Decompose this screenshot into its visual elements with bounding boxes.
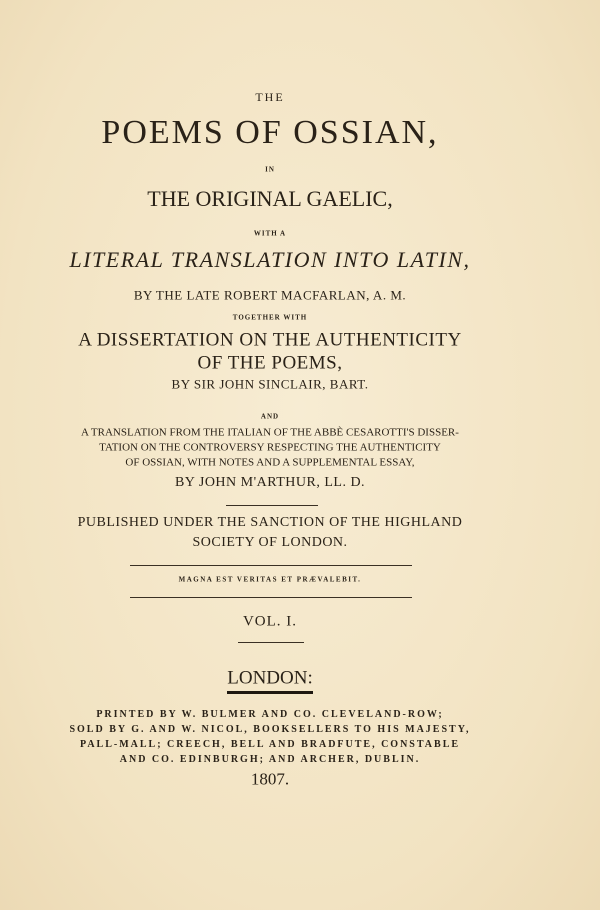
dissertation-line-1: A DISSERTATION ON THE AUTHENTICITY — [78, 329, 462, 351]
together-with-label: TOGETHER WITH — [232, 313, 308, 322]
divider — [226, 505, 318, 506]
and-label: AND — [260, 412, 280, 421]
divider — [130, 565, 412, 566]
by-macfarlan: BY THE LATE ROBERT MACFARLAN, A. M. — [133, 287, 407, 303]
dissertation-line-2: OF THE POEMS, — [197, 352, 343, 374]
literal-translation: LITERAL TRANSLATION INTO LATIN, — [69, 247, 471, 272]
double-rule — [227, 691, 313, 694]
imprint-line-1: PRINTED BY W. BULMER AND CO. CLEVELAND-ROW; — [96, 709, 444, 720]
imprint-line-4: AND CO. EDINBURGH; AND ARCHER, DUBLIN. — [119, 754, 421, 765]
with-a-label: WITH A — [253, 229, 287, 238]
cesarotti-line-2: TATION ON THE CONTROVERSY RESPECTING THE AUTHENTICITY — [99, 441, 441, 454]
imprint-line-3: PALL-MALL; CREECH, BELL AND BRADFUTE, CONSTABLE — [79, 739, 461, 750]
volume: VOL. I. — [242, 613, 298, 630]
imprint-line-2: SOLD BY G. AND W. NICOL, BOOKSELLERS TO HIS MAJESTY, — [69, 724, 471, 735]
cesarotti-line-3: OF OSSIAN, WITH NOTES AND A SUPPLEMENTAL ESSAY, — [125, 456, 415, 469]
divider — [238, 642, 304, 643]
by-marthur: BY JOHN M'ARTHUR, LL. D. — [174, 475, 366, 490]
main-title: POEMS OF OSSIAN, — [101, 114, 439, 151]
year: 1807. — [250, 769, 290, 789]
published-line-2: SOCIETY OF LONDON. — [192, 535, 348, 550]
original-gaelic: THE ORIGINAL GAELIC, — [147, 186, 393, 211]
in-label: IN — [265, 165, 275, 174]
published-line-1: PUBLISHED UNDER THE SANCTION OF THE HIGHLAND — [77, 515, 463, 530]
divider — [130, 597, 412, 598]
by-sinclair: BY SIR JOHN SINCLAIR, BART. — [171, 376, 369, 392]
motto: MAGNA EST VERITAS ET PRÆVALEBIT. — [178, 575, 362, 584]
cesarotti-line-1: A TRANSLATION FROM THE ITALIAN OF THE ABBÈ CESAROTTI'S DISSER- — [81, 426, 459, 439]
the-label: THE — [255, 90, 285, 104]
place: LONDON: — [227, 667, 313, 689]
